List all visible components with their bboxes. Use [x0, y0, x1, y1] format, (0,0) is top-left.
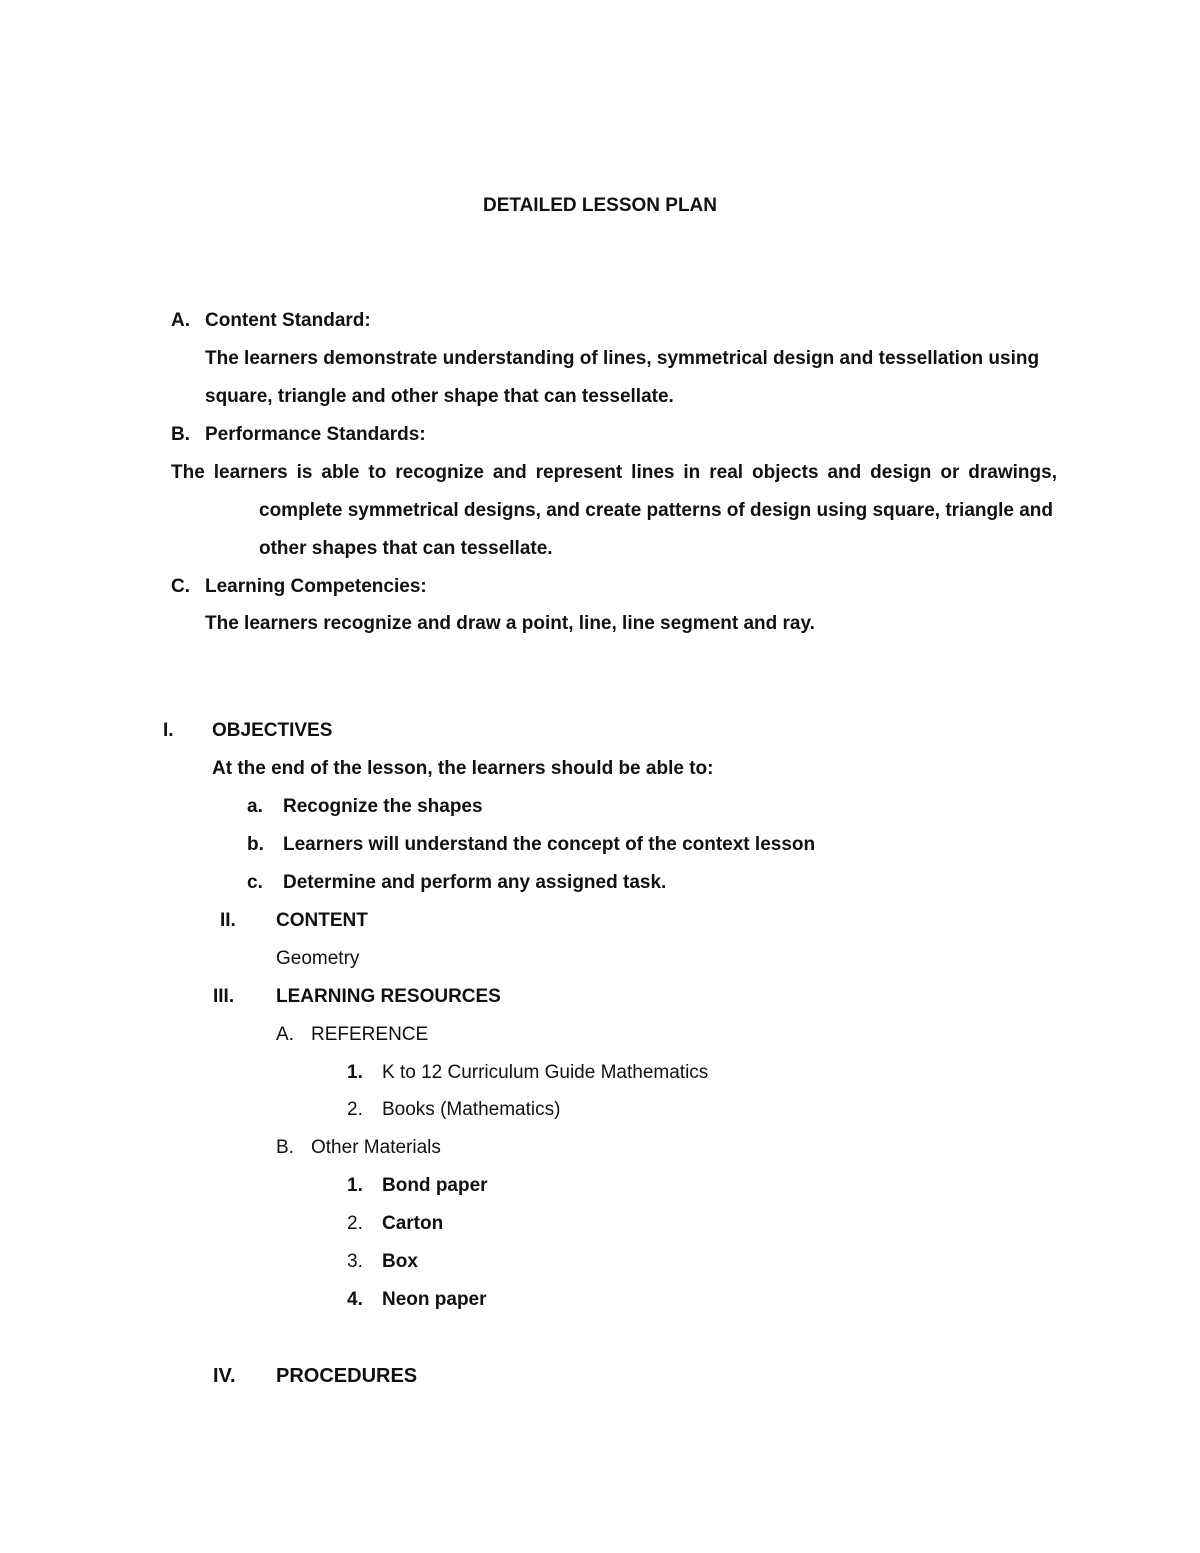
performance-standards-label: Performance Standards:: [205, 424, 426, 445]
reference-item-2: Books (Mathematics): [382, 1099, 561, 1120]
learning-resources-numeral: III.: [213, 986, 235, 1007]
objective-marker-c: c.: [247, 872, 263, 893]
performance-standards-text-2: complete symmetrical designs, and create patterns of design using square, triangle and: [259, 500, 1054, 521]
material-item-3: Box: [382, 1251, 418, 1272]
material-marker-3: 3.: [347, 1251, 363, 1272]
content-heading: CONTENT: [276, 910, 368, 931]
reference-marker-1: 1.: [347, 1062, 363, 1083]
learning-competencies-label: Learning Competencies:: [205, 576, 427, 597]
performance-standards-text-3: other shapes that can tessellate.: [259, 538, 553, 559]
procedures-numeral: IV.: [213, 1365, 236, 1387]
learning-competencies-marker: C.: [171, 576, 190, 597]
other-materials-label: Other Materials: [311, 1137, 441, 1158]
performance-standards-marker: B.: [171, 424, 190, 445]
content-standard-marker: A.: [171, 310, 190, 331]
content-numeral: II.: [220, 910, 236, 931]
learning-resources-heading: LEARNING RESOURCES: [276, 986, 501, 1007]
objective-item-c: Determine and perform any assigned task.: [283, 872, 667, 893]
material-item-2: Carton: [382, 1213, 444, 1234]
objective-item-a: Recognize the shapes: [283, 796, 483, 817]
material-marker-2: 2.: [347, 1213, 363, 1234]
learning-competencies-text: The learners recognize and draw a point, line, line segment and ray.: [205, 613, 815, 634]
material-item-1: Bond paper: [382, 1175, 488, 1196]
content-standard-text-2: square, triangle and other shape that can tessellate.: [205, 386, 674, 407]
reference-marker-2: 2.: [347, 1099, 363, 1120]
objective-marker-b: b.: [247, 834, 264, 855]
procedures-heading: PROCEDURES: [276, 1365, 418, 1387]
objective-item-b: Learners will understand the concept of the context lesson: [283, 834, 816, 855]
reference-marker: A.: [276, 1024, 294, 1045]
document-title: DETAILED LESSON PLAN: [483, 195, 717, 216]
objectives-intro: At the end of the lesson, the learners should be able to:: [212, 758, 714, 779]
performance-standards-text-1: The learners is able to recognize and represent lines in real objects and design or drawings,: [171, 462, 1057, 483]
objective-marker-a: a.: [247, 796, 263, 817]
content-standard-label: Content Standard:: [205, 310, 371, 331]
material-marker-4: 4.: [347, 1289, 363, 1310]
content-text: Geometry: [276, 948, 360, 969]
other-materials-marker: B.: [276, 1137, 294, 1158]
reference-label: REFERENCE: [311, 1024, 429, 1045]
content-standard-text-1: The learners demonstrate understanding of lines, symmetrical design and tessellation using: [205, 348, 1040, 369]
objectives-heading: OBJECTIVES: [212, 720, 333, 741]
objectives-numeral: I.: [163, 720, 174, 741]
reference-item-1: K to 12 Curriculum Guide Mathematics: [382, 1062, 709, 1083]
material-item-4: Neon paper: [382, 1289, 487, 1310]
material-marker-1: 1.: [347, 1175, 363, 1196]
